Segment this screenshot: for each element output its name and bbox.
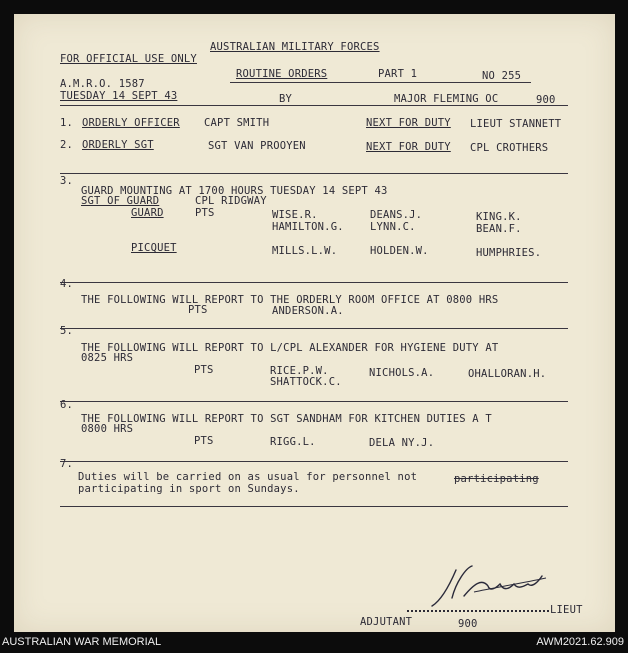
official-use-label: FOR OFFICIAL USE ONLY — [60, 53, 197, 65]
section5-member: RICE.P.W. — [270, 365, 329, 377]
section4-number: 4. — [60, 278, 74, 290]
section6-time: 0800 HRS — [81, 423, 134, 435]
orderly-officer-name: CAPT SMITH — [204, 117, 270, 129]
picquet-member: MILLS.L.W. — [272, 245, 338, 257]
next-duty-name-1: LIEUT STANNETT — [470, 118, 562, 130]
section6-member: DELA NY.J. — [369, 437, 435, 449]
picquet-member: HUMPHRIES. — [476, 247, 542, 259]
archive-reference: AWM2021.62.909 — [536, 636, 624, 648]
section6-number: 6. — [60, 399, 74, 411]
next-duty-label-1: NEXT FOR DUTY — [366, 117, 451, 129]
by-label: BY — [279, 93, 293, 105]
guard-member: KING.K. — [476, 211, 522, 223]
archive-credit: AUSTRALIAN WAR MEMORIAL — [2, 636, 162, 648]
adjutant-label: ADJUTANT — [360, 616, 413, 628]
signature-dotted-line — [407, 610, 549, 612]
section3-rule — [60, 173, 568, 174]
lieut-label: LIEUT — [550, 604, 583, 616]
bottom-rule — [60, 506, 568, 507]
order-number: NO 255 — [482, 70, 522, 82]
section3-number: 3. — [60, 175, 74, 187]
amro-ref: A.M.R.O. 1587 — [60, 78, 145, 90]
section5-pts-label: PTS — [194, 364, 214, 376]
section5-member: OHALLORAN.H. — [468, 368, 547, 380]
section6-text: THE FOLLOWING WILL REPORT TO SGT SANDHAM FOR KITCHEN DUTIES A T — [81, 413, 492, 425]
routine-orders-label: ROUTINE ORDERS — [236, 68, 328, 80]
guard-label: GUARD — [131, 207, 164, 219]
section4-text: THE FOLLOWING WILL REPORT TO THE ORDERLY ROOM OFFICE AT 0800 HRS — [81, 294, 499, 306]
section5-member: SHATTOCK.C. — [270, 376, 342, 388]
guard-mounting-heading: GUARD MOUNTING AT 1700 HOURS TUESDAY 14 SEPT 43 — [81, 185, 388, 197]
section7-text: Duties will be carried on as usual for personnel not — [78, 471, 418, 483]
header-bottom-rule — [60, 105, 568, 106]
orderly-officer-label: ORDERLY OFFICER — [82, 117, 180, 129]
next-duty-label-2: NEXT FOR DUTY — [366, 141, 451, 153]
unit-number: 900 — [536, 94, 556, 106]
picquet-label: PICQUET — [131, 242, 177, 254]
major-name: MAJOR FLEMING OC — [394, 93, 499, 105]
section5-time: 0825 HRS — [81, 352, 134, 364]
adjutant-unit-number: 900 — [458, 618, 478, 630]
org-heading: AUSTRALIAN MILITARY FORCES — [210, 41, 380, 53]
guard-member: LYNN.C. — [370, 221, 416, 233]
item2-number: 2. — [60, 139, 74, 151]
order-date: TUESDAY 14 SEPT 43 — [60, 90, 178, 102]
guard-member: WISE.R. — [272, 209, 318, 221]
guard-pts-label: PTS — [195, 207, 215, 219]
part-label: PART 1 — [378, 68, 418, 80]
guard-member: DEANS.J. — [370, 209, 423, 221]
section7-text-cont: participating in sport on Sundays. — [78, 483, 300, 495]
section4-rule — [60, 282, 568, 283]
section5-number: 5. — [60, 325, 74, 337]
section7-number: 7. — [60, 458, 74, 470]
guard-member: HAMILTON.G. — [272, 221, 344, 233]
item1-number: 1. — [60, 117, 74, 129]
section7-rule — [60, 461, 568, 462]
section4-member: ANDERSON.A. — [272, 305, 344, 317]
sgt-of-guard-name: CPL RIDGWAY — [195, 195, 267, 207]
struck-word: participating — [454, 473, 539, 485]
section6-pts-label: PTS — [194, 435, 214, 447]
section4-pts-label: PTS — [188, 304, 208, 316]
section6-rule — [60, 401, 568, 402]
section6-member: RIGG.L. — [270, 436, 316, 448]
section5-text: THE FOLLOWING WILL REPORT TO L/CPL ALEXANDER FOR HYGIENE DUTY AT — [81, 342, 499, 354]
orderly-sgt-name: SGT VAN PROOYEN — [208, 140, 306, 152]
section5-member: NICHOLS.A. — [369, 367, 435, 379]
next-duty-name-2: CPL CROTHERS — [470, 142, 549, 154]
handwritten-signature — [422, 562, 552, 612]
guard-member: BEAN.F. — [476, 223, 522, 235]
section5-rule — [60, 328, 568, 329]
header-rule — [230, 82, 531, 83]
sgt-of-guard-label: SGT OF GUARD — [81, 195, 160, 207]
orderly-sgt-label: ORDERLY SGT — [82, 139, 154, 151]
picquet-member: HOLDEN.W. — [370, 245, 429, 257]
document-sheet — [14, 14, 615, 632]
